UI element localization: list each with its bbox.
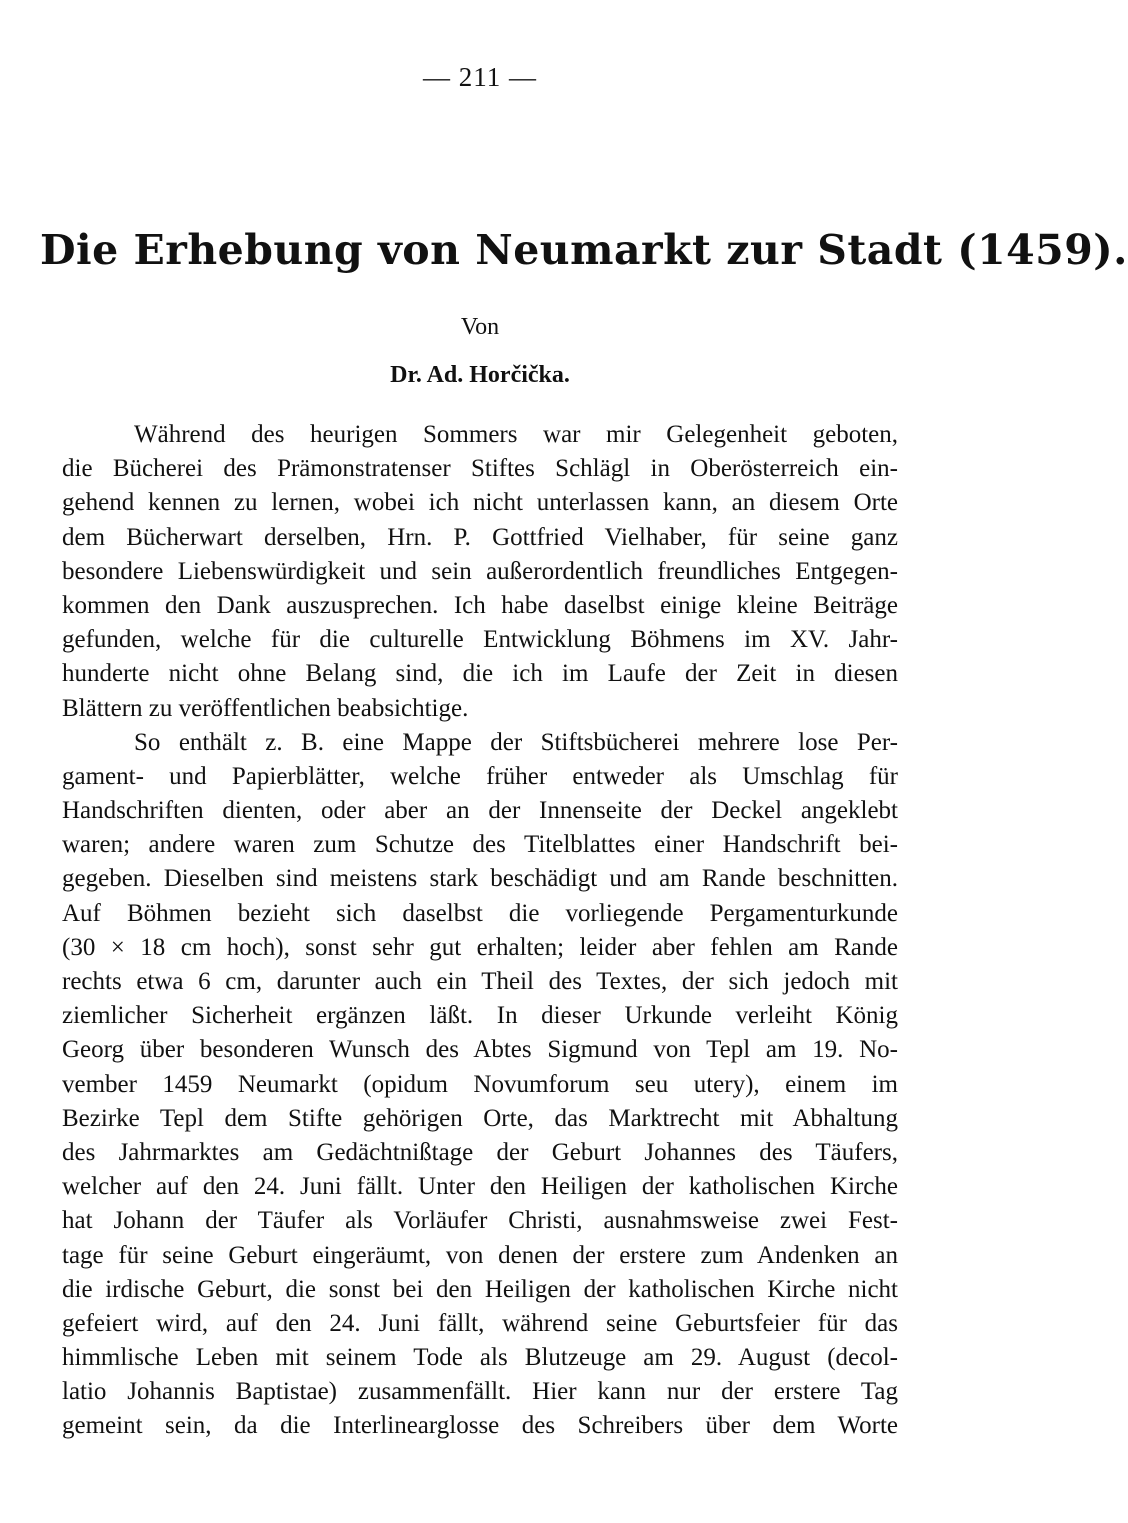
text-line: des Jahrmarktes am Gedächtnißtage der Geburt Johannes des Täufers, xyxy=(62,1138,898,1166)
text-line: tage für seine Geburt eingeräumt, von denen der erstere zum Andenken an xyxy=(62,1241,898,1269)
text-line: waren; andere waren zum Schutze des Titelblattes einer Handschrift bei- xyxy=(62,831,898,859)
text-line: gefeiert wird, auf den 24. Juni fällt, während seine Geburtsfeier für das xyxy=(62,1309,898,1337)
text-line: dem Bücherwart derselben, Hrn. P. Gottfried Vielhaber, für seine ganz xyxy=(62,523,898,551)
text-line: Handschriften dienten, oder aber an der Innenseite der Deckel angeklebt xyxy=(62,797,898,825)
text-line: die Bücherei des Prämonstratenser Stiftes Schlägl in Oberösterreich ein- xyxy=(62,455,898,483)
text-line: gefunden, welche für die culturelle Entwicklung Böhmens im XV. Jahr- xyxy=(62,626,898,654)
text-line: gemeint sein, da die Interlinearglosse des Schreibers über dem Worte xyxy=(62,1412,898,1440)
text-line: besondere Liebenswürdigkeit und sein außerordentlich freundliches Entgegen- xyxy=(62,557,898,585)
text-line: die irdische Geburt, die sonst bei den Heiligen der katholischen Kirche nicht xyxy=(62,1275,898,1303)
text-line: Während des heurigen Sommers war mir Gelegenheit geboten, xyxy=(134,421,898,448)
text-line: hat Johann der Täufer als Vorläufer Christi, ausnahmsweise zwei Fest- xyxy=(62,1207,898,1235)
byline-von: Von xyxy=(460,314,500,340)
text-line: latio Johannis Baptistae) zusammenfällt. Hier kann nur der erstere Tag xyxy=(62,1378,898,1406)
author-name: Dr. Ad. Horčička. xyxy=(390,362,570,388)
article-title: Die Erhebung von Neumarkt zur Stadt (1459). xyxy=(40,226,1128,274)
text-line: gament- und Papierblätter, welche früher entweder als Umschlag für xyxy=(62,762,898,790)
text-line: So enthält z. B. eine Mappe der Stiftsbücherei mehrere lose Per- xyxy=(134,728,898,756)
text-line: Auf Böhmen bezieht sich daselbst die vorliegende Pergamenturkunde xyxy=(62,899,898,927)
text-line: vember 1459 Neumarkt (opidum Novumforum seu utery), einem im xyxy=(62,1070,898,1098)
text-line: Georg über besonderen Wunsch des Abtes Sigmund von Tepl am 19. No- xyxy=(62,1036,898,1064)
text-line: gegeben. Dieselben sind meistens stark beschädigt und am Rande beschnitten. xyxy=(62,865,898,893)
text-line: Bezirke Tepl dem Stifte gehörigen Orte, das Marktrecht mit Abhaltung xyxy=(62,1104,898,1132)
text-line: himmlische Leben mit seinem Tode als Blutzeuge am 29. August (decol- xyxy=(62,1344,898,1372)
text-line: rechts etwa 6 cm, darunter auch ein Theil des Textes, der sich jedoch mit xyxy=(62,968,898,995)
text-line: hunderte nicht ohne Belang sind, die ich im Laufe der Zeit in diesen xyxy=(62,660,898,688)
text-line: (30 × 18 cm hoch), sonst sehr gut erhalten; leider aber fehlen am Rande xyxy=(62,933,898,961)
text-line: welcher auf den 24. Juni fällt. Unter den Heiligen der katholischen Kirche xyxy=(62,1173,898,1201)
text-line: Blättern zu veröffentlichen beabsichtige. xyxy=(62,694,469,722)
page-number: — 211 — xyxy=(423,62,537,92)
body-text xyxy=(62,418,898,1444)
text-line: ziemlicher Sicherheit ergänzen läßt. In dieser Urkunde verleiht König xyxy=(62,1002,898,1030)
text-line: kommen den Dank auszusprechen. Ich habe daselbst einige kleine Beiträge xyxy=(62,591,898,619)
text-line: gehend kennen zu lernen, wobei ich nicht unterlassen kann, an diesem Orte xyxy=(62,489,898,517)
